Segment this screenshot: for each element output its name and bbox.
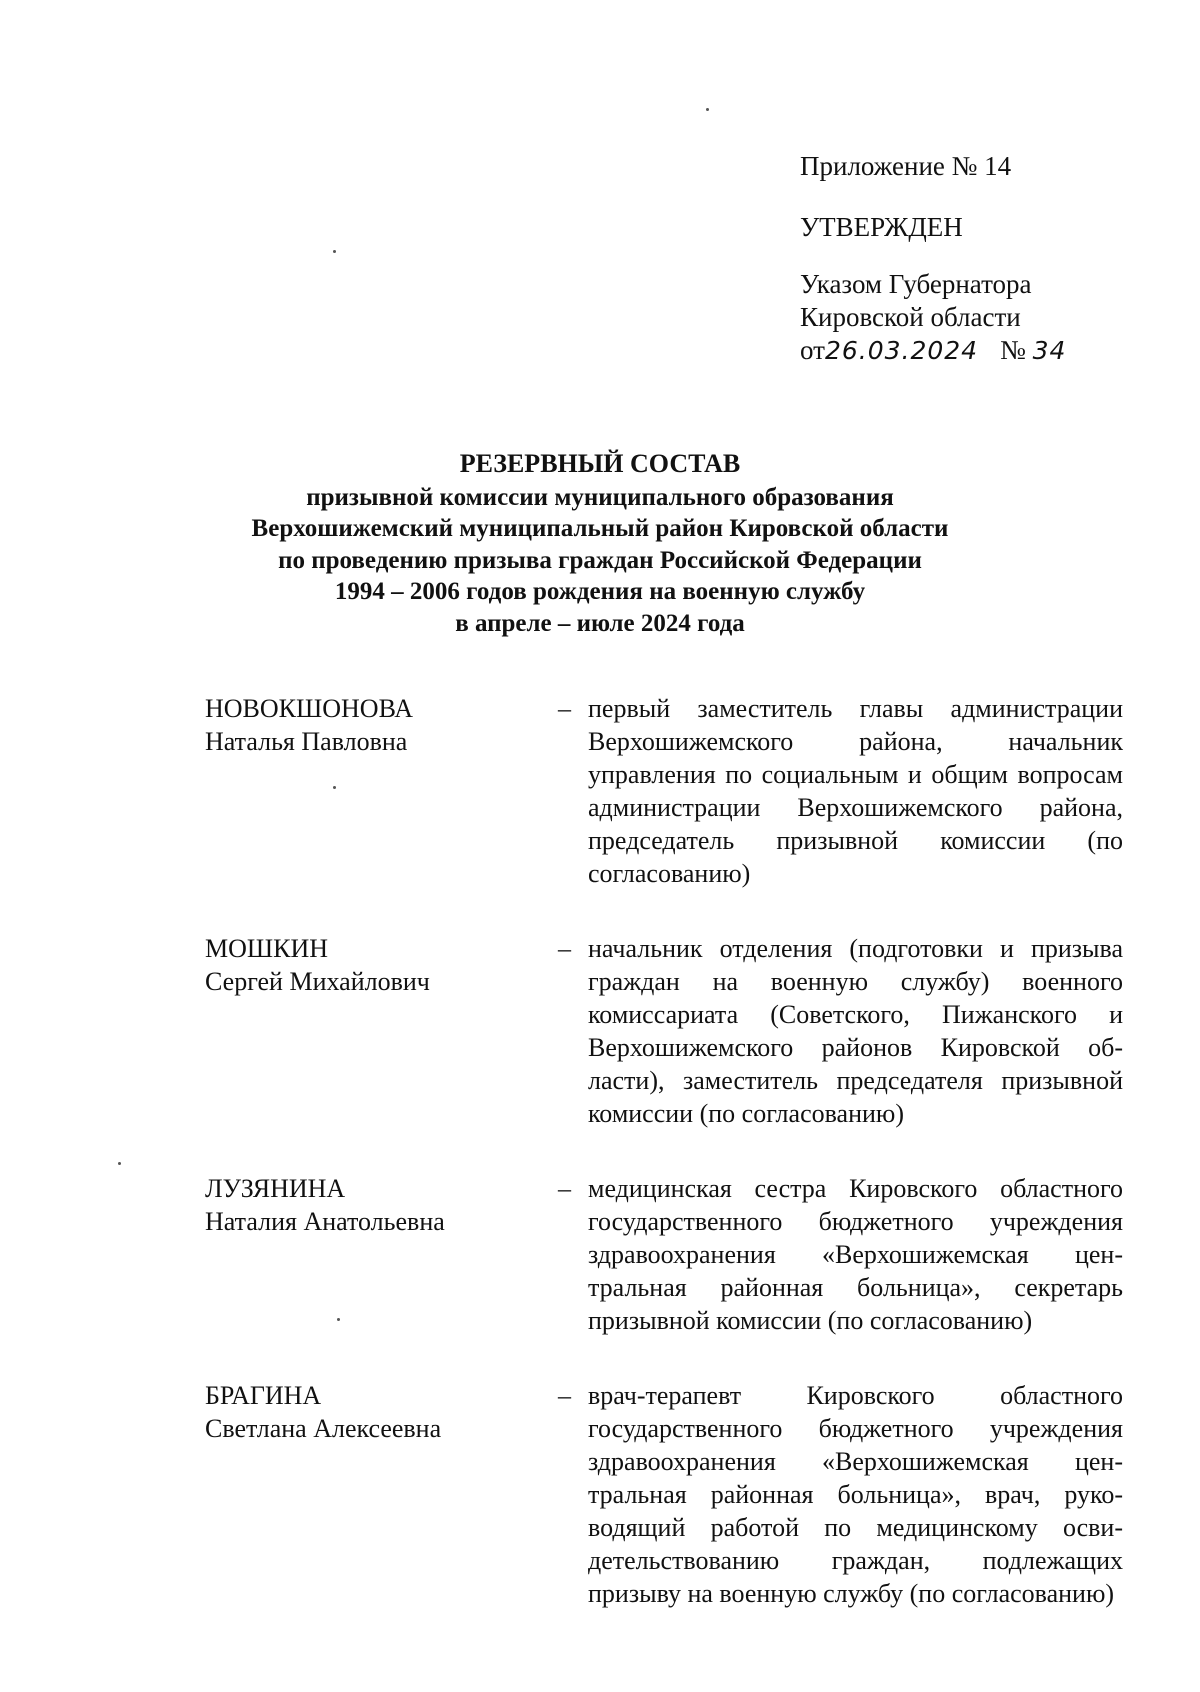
title-line: по проведению призыва граждан Российской Федерации: [278, 546, 922, 574]
title-main: РЕЗЕРВНЫЙ СОСТАВ: [459, 449, 741, 478]
member-dash: –: [558, 694, 571, 723]
member-surname: МОШКИН: [205, 934, 329, 963]
decree-date-line: [800, 334, 1066, 367]
decree-number: 34: [1032, 336, 1067, 365]
title-line: в апреле – июле 2024 года: [455, 609, 745, 637]
approved-by-line2: Кировской области: [800, 302, 1021, 332]
member-duties: медицинская сестра Кировского областного государственного бюджетного учреждения здравоохранения «Верхошижемская центральная районная больница», секретарь призывной комиссии (по согласованию): [588, 1174, 1123, 1335]
member-dash: –: [558, 1381, 571, 1410]
document-title: [150, 448, 1050, 639]
approved-stamp-text: УТВЕРЖДЕН: [800, 212, 963, 242]
member-dash: –: [558, 1174, 571, 1203]
member-duties: врач-терапевт Кировского областного государственного бюджетного учреждения здравоохранения «Верхошижемская центральная районная больница», врач, руководящий работой по медицинскому освидетельствованию граждан, подлежащих призыву на военную службу (по согласованию): [588, 1381, 1123, 1608]
scan-speck: [118, 1162, 121, 1165]
decree-number-label: №: [1000, 335, 1026, 365]
member-entry: [205, 692, 1123, 890]
member-entry: [205, 932, 1123, 1130]
title-line: призывной комиссии муниципального образования: [306, 483, 894, 511]
title-line: 1994 – 2006 годов рождения на военную службу: [334, 578, 866, 605]
member-given-name: Наталья Павловна: [205, 727, 408, 756]
member-entry: [205, 1172, 1123, 1337]
member-given-name: Светлана Алексеевна: [205, 1414, 442, 1443]
member-given-name: Сергей Михайлович: [205, 967, 430, 996]
approved-by-line1: Указом Губернатора: [800, 269, 1032, 299]
members-list: [205, 692, 1123, 1610]
member-surname: ЛУЗЯНИНА: [205, 1174, 346, 1203]
member-surname: НОВОКШОНОВА: [205, 694, 414, 723]
member-entry: [205, 1379, 1123, 1610]
member-surname: БРАГИНА: [205, 1381, 322, 1410]
member-duties: первый заместитель главы администрации Верхошижемского района, начальник управления по социальным и общим вопросам администрации Верхошижемского района, председатель призывной комиссии (по согласованию): [588, 694, 1123, 888]
approval-block: [800, 150, 1066, 367]
member-dash: –: [558, 934, 571, 963]
member-duties: начальник отделения (подготовки и призыва граждан на военную службу) военного комиссариата (Советского, Пижанского и Верхошижемского районов Кировской области), заместитель председателя призывной комиссии (по согласованию): [588, 934, 1123, 1128]
member-name: [205, 1172, 558, 1337]
scan-speck: [333, 250, 336, 253]
member-given-name: Наталия Анатольевна: [205, 1207, 445, 1236]
member-name: [205, 692, 558, 890]
appendix-number: Приложение № 14: [800, 151, 1012, 181]
title-line: Верхошижемский муниципальный район Кировской области: [251, 515, 949, 542]
date-prefix: от: [800, 335, 825, 365]
decree-date: 26.03.2024: [824, 336, 979, 365]
member-name: [205, 1379, 558, 1610]
scan-speck: [706, 108, 709, 111]
member-name: [205, 932, 558, 1130]
